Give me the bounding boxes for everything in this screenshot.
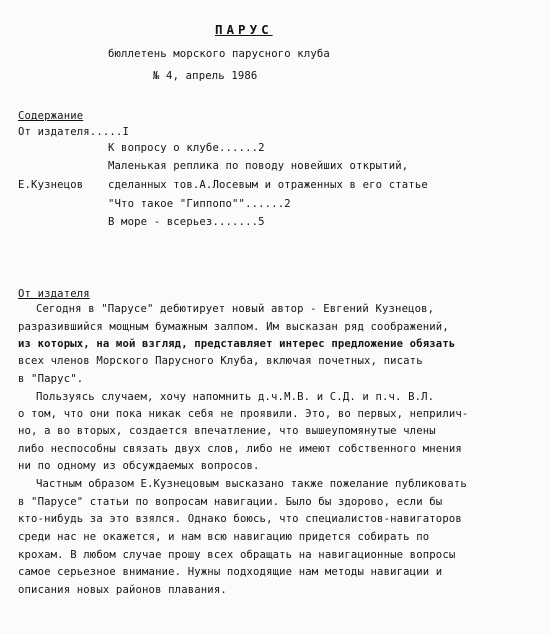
article-line: о том, что они пока никак себя не проявили. Это, во первых, неприлич-	[18, 408, 469, 420]
article-line: крохам. В любом случае прошу всех обращать на навигационные вопросы	[18, 549, 456, 561]
article-line: Частным образом Е.Кузнецовым высказано также пожелание публиковать	[36, 478, 467, 490]
article-line: из которых, на мой взгляд, представляет интерес предложение обязать	[18, 338, 456, 350]
article-line: самое серьезное внимание. Нужны подходящие нам методы навигации и	[18, 566, 443, 578]
issue-number: № 4, апрель 1986	[153, 70, 258, 82]
contents-heading: Содержание	[18, 110, 84, 122]
article-line: кто-нибудь за это взялся. Однако боюсь, что специалистов-навигаторов	[18, 513, 462, 525]
document-subtitle: бюллетень морского парусного клуба	[108, 48, 330, 60]
article-line: либо неспособны связать двух слов, либо не имеют собственного мнения	[18, 443, 462, 455]
contents-replica-author: Е.Кузнецов	[18, 179, 84, 191]
contents-item-sea: В море - всерьез.......5	[108, 216, 265, 228]
article-line: разразившийся мощным бумажным залпом. Им высказан ряд соображений,	[18, 321, 449, 333]
contents-replica-line2: сделанных тов.А.Лосевым и отраженных в его статье	[108, 179, 428, 191]
contents-replica-line3: "Что такое "Гиппопо""......2	[108, 198, 291, 210]
contents-item-question: К вопросу о клубе......2	[108, 142, 265, 154]
article-line: описания новых районов плавания.	[18, 584, 227, 596]
article-line: но, а во вторых, создается впечатление, что вышеупомянутые члены	[18, 425, 436, 437]
article-line: ни по одному из обсуждаемых вопросов.	[18, 460, 260, 472]
article-line: всех членов Морского Парусного Клуба, включая почетных, писать	[18, 355, 423, 367]
article-line: Пользуясь случаем, хочу напомнить д.ч.М.В. и С.Д. и п.ч. В.Л.	[36, 391, 435, 403]
article-line: в "Парус".	[18, 373, 84, 385]
document-title: ПАРУС	[215, 22, 273, 37]
article-line: среди нас не окажется, и нам всю навигацию придется собирать по	[18, 531, 430, 543]
contents-publisher-line: От издателя.....I	[18, 126, 129, 138]
article-heading: От издателя	[18, 288, 90, 300]
article-line: Сегодня в "Парусе" дебютирует новый автор - Евгений Кузнецов,	[36, 303, 435, 315]
contents-replica-line1: Маленькая реплика по поводу новейших открытий,	[108, 160, 409, 172]
article-line: в "Парусе" статьи по вопросам навигации. Было бы здорово, если бы	[18, 496, 443, 508]
